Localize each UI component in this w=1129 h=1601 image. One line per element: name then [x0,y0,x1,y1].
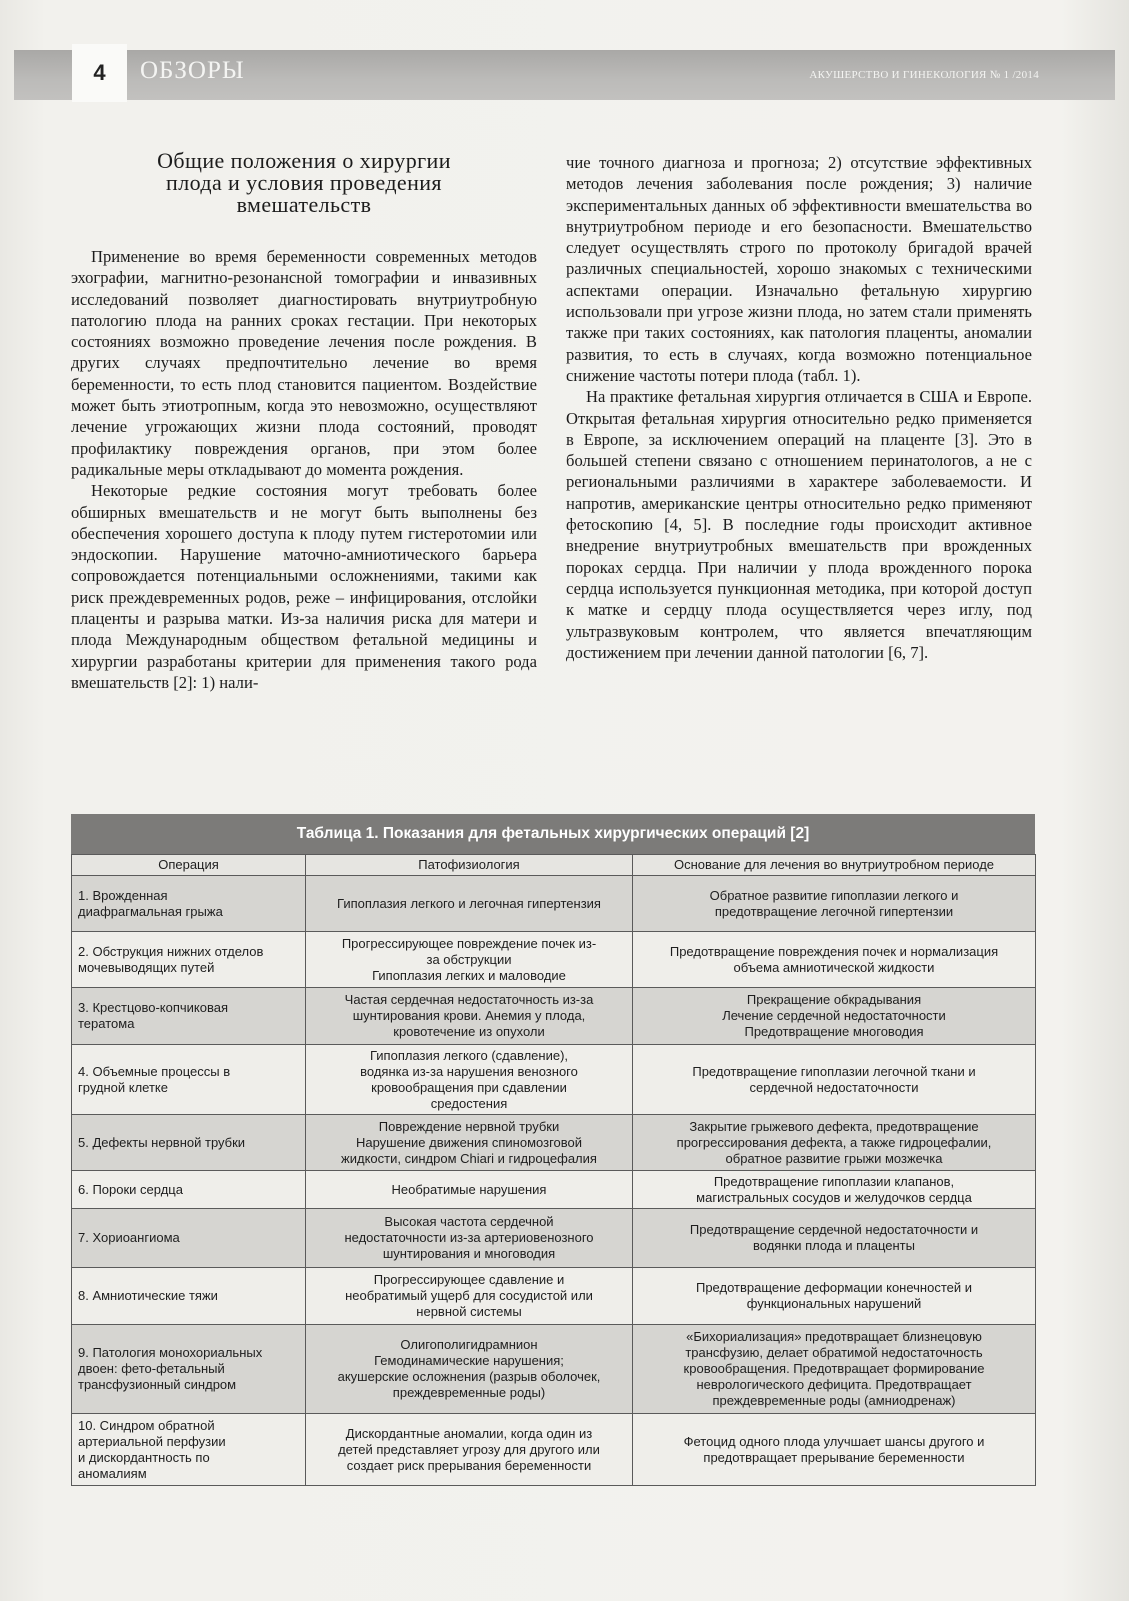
rationale-cell: Предотвращение гипоплазии легочной ткани и сердечной недостаточности [633,1045,1036,1115]
rationale-cell: Обратное развитие гипоплазии легкого и предотвращение легочной гипертензии [633,876,1036,932]
body-paragraph: Некоторые редкие состояния могут требовать более обширных вмешательств и не могут быть выполнены без обеспечения хорошего доступа к плоду путем гистеротомии или эндоскопии. Нарушение маточно-амниотического барьера сопровождается потенциальными осложнениями, такими как риск преждевременных родов, реже – инфицирования, отслойки плаценты и разрыва матки. Из-за наличия риска для матери и плода Международным обществом фетальной медицины и хирургии разработаны критерии для применения такого рода вмешательств [2]: 1) нали- [71,481,537,692]
table-row [72,1209,1036,1268]
rationale-cell: Закрытие грыжевого дефекта, предотвращение прогрессирования дефекта, а также гидроцефалии, обратное развитие грыжи мозжечка [633,1115,1036,1171]
pathophysiology-cell: Повреждение нервной трубки Нарушение движения спиномозговой жидкости, синдром Chiari и гидроцефалия [306,1115,633,1171]
rationale-cell: Предотвращение повреждения почек и нормализация объема амниотической жидкости [633,932,1036,988]
right-column [566,152,1032,663]
section-name: ОБЗОРЫ [140,57,245,84]
operation-cell: 1. Врожденная диафрагмальная грыжа [72,876,306,932]
rationale-cell: Предотвращение гипоплазии клапанов, магистральных сосудов и желудочков сердца [633,1171,1036,1209]
rationale-cell: Предотвращение деформации конечностей и функциональных нарушений [633,1268,1036,1325]
heading-line: Общие положения о хирургии [157,148,451,173]
table-row [72,1171,1036,1209]
table-grid [71,854,1036,1486]
operation-cell: 9. Патология монохориальных двоен: фето-фетальный трансфузионный синдром [72,1325,306,1414]
rationale-cell: Прекращение обкрадывания Лечение сердечной недостаточности Предотвращение многоводия [633,988,1036,1045]
rationale-cell: «Бихориализация» предотвращает близнецовую трансфузию, делает обратимой недостаточность кровообращения. Предотвращает формирование неврологического дефицита. Предотвращает преждевременные роды (амниодренаж) [633,1325,1036,1414]
journal-name: АКУШЕРСТВО И ГИНЕКОЛОГИЯ № 1 /2014 [809,69,1039,81]
table-row [72,1115,1036,1171]
rationale-cell: Предотвращение сердечной недостаточности и водянки плода и плаценты [633,1209,1036,1268]
table-row [72,932,1036,988]
pathophysiology-cell: Прогрессирующее сдавление и необратимый ущерб для сосудистой или нервной системы [306,1268,633,1325]
pathophysiology-cell: Высокая частота сердечной недостаточности из-за артериовенозного шунтирования и многоводия [306,1209,633,1268]
column-header: Основание для лечения во внутриутробном периоде [633,855,1036,876]
pathophysiology-cell: Гипоплазия легкого и легочная гипертензия [306,876,633,932]
column-header: Патофизиология [306,855,633,876]
table-row [72,1414,1036,1486]
operation-cell: 4. Объемные процессы в грудной клетке [72,1045,306,1115]
article-heading [71,150,537,216]
operation-cell: 8. Амниотические тяжи [72,1268,306,1325]
rationale-cell: Фетоцид одного плода улучшает шансы другого и предотвращает прерывание беременности [633,1414,1036,1486]
pathophysiology-cell: Дискордантные аномалии, когда один из детей представляет угрозу для другого или создает риск прерывания беременности [306,1414,633,1486]
operation-cell: 5. Дефекты нервной трубки [72,1115,306,1171]
operation-cell: 3. Крестцово-копчиковая тератома [72,988,306,1045]
table-row [72,1268,1036,1325]
indications-table [71,814,1035,1486]
operation-cell: 7. Хориоангиома [72,1209,306,1268]
table-title: Таблица 1. Показания для фетальных хирургических операций [2] [71,814,1035,854]
body-paragraph: Применение во время беременности современных методов эхографии, магнитно-резонансной томографии и инвазивных исследований позволяет диагностировать внутриутробную патологию плода на ранних сроках гестации. При некоторых состояниях возможно проведение лечения после рождения. В других случаях предпочтительно лечение во время беременности, то есть плод становится пациентом. Воздействие может быть этиотропным, когда это невозможно, осуществляют лечение угрожающих жизни плода состояний, проводят профилактику повреждения органов, при этом более радикальные меры откладывают до момента рождения. [71,247,537,479]
left-column [71,150,537,693]
pathophysiology-cell: Необратимые нарушения [306,1171,633,1209]
operation-cell: 10. Синдром обратной артериальной перфузии и дискордантность по аномалиям [72,1414,306,1486]
table-row [72,988,1036,1045]
pathophysiology-cell: Гипоплазия легкого (сдавление), водянка из-за нарушения венозного кровообращения при сдавлении средостения [306,1045,633,1115]
pathophysiology-cell: Прогрессирующее повреждение почек из- за обструкции Гипоплазия легких и маловодие [306,932,633,988]
page-number: 4 [72,44,127,102]
table-header-row [72,855,1036,876]
pathophysiology-cell: Олигополигидрамнион Гемодинамические нарушения; акушерские осложнения (разрыв оболочек, преждевременные роды) [306,1325,633,1414]
pathophysiology-cell: Частая сердечная недостаточность из-за шунтирования крови. Анемия у плода, кровотечение из опухоли [306,988,633,1045]
column-header: Операция [72,855,306,876]
body-paragraph: На практике фетальная хирургия отличается в США и Европе. Открытая фетальная хирургия относительно редко применяется в Европе, за исключением операций на плаценте [3]. Это в большей степени связано с отношением перинатологов, а не с региональными различиями в характере заболеваемости. И напротив, американские центры относительно редко применяют фетоскопию [4, 5]. В последние годы происходит активное внедрение внутриутробных вмешательств при врожденных пороках сердца. При наличии у плода врожденного порока сердца используется пункционная методика, при которой доступ к матке и сердцу плода осуществляется через иглу, под ультразвуковым контролем, что является впечатляющим достижением при лечении данной патологии [6, 7]. [566,387,1032,662]
heading-line: вмешательств [236,192,372,217]
table-row [72,876,1036,932]
heading-line: плода и условия проведения [166,170,442,195]
operation-cell: 2. Обструкция нижних отделов мочевыводящих путей [72,932,306,988]
operation-cell: 6. Пороки сердца [72,1171,306,1209]
body-paragraph: чие точного диагноза и прогноза; 2) отсутствие эффективных методов лечения заболевания после рождения; 3) наличие экспериментальных данных об эффективности вмешательства во внутриутробном периоде и его безопасности. Вмешательство следует осуществлять строго по протоколу бригадой врачей различных специальностей, хорошо знакомых с техническими аспектами операции. Изначально фетальную хирургию использовали при угрозе жизни плода, но затем стали применять также при таких состояниях, как патология плаценты, аномалии развития, то есть в случаях, когда возможно потенциальное снижение частоты потери плода (табл. 1). [566,153,1032,385]
table-row [72,1045,1036,1115]
table-row [72,1325,1036,1414]
